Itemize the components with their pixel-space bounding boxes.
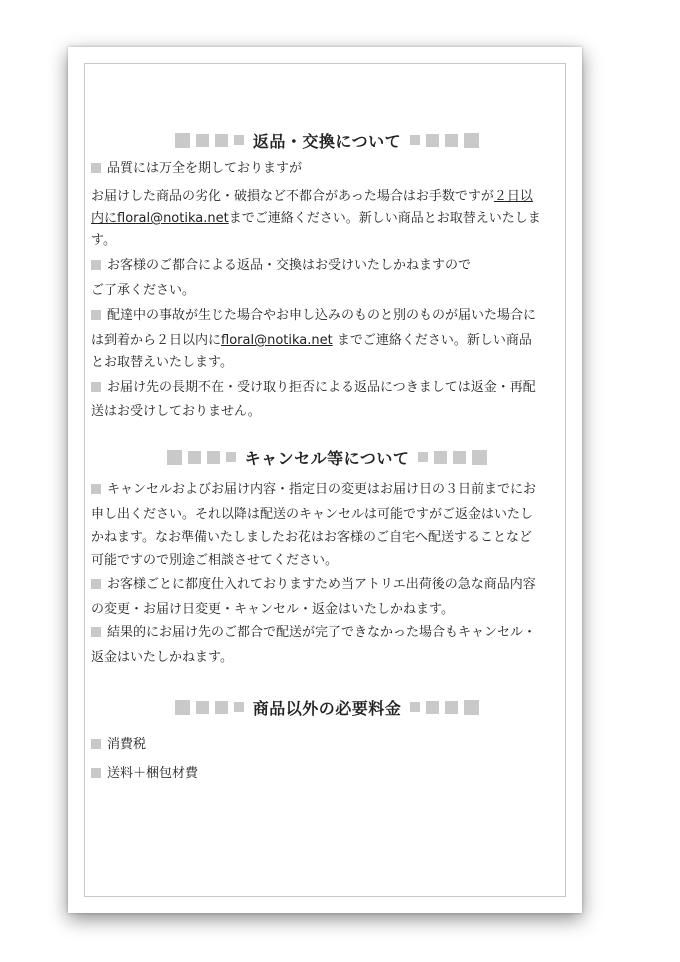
- section-heading-fees: [91, 696, 563, 718]
- bullet-square-icon: [91, 484, 101, 494]
- bullet-square-icon: [91, 310, 101, 320]
- paragraph-text: 品質には万全を期しておりますが: [107, 161, 303, 176]
- paragraph-line: [91, 574, 567, 596]
- paragraph-text: お届けした商品の劣化・破損など不都合があった場合はお手数ですが: [91, 189, 494, 204]
- heading-decoration: [426, 701, 439, 714]
- bullet-square-icon: [91, 260, 101, 270]
- bullet-square-icon: [91, 768, 101, 778]
- paragraph-text: までご連絡ください。新しい商品とお取替えいたしま: [228, 211, 541, 226]
- paragraph-line: [91, 622, 567, 644]
- paragraph-line: [91, 330, 567, 352]
- heading-decoration: [472, 450, 487, 465]
- paragraph-line: す。: [91, 233, 116, 248]
- paragraph-line: [91, 255, 567, 277]
- heading-decoration: [207, 451, 220, 464]
- paragraph-line: ご了承ください。: [91, 283, 196, 298]
- heading-decoration: [410, 702, 420, 712]
- section-title: 商品以外の必要料金: [252, 698, 402, 718]
- paragraph-line: [91, 377, 567, 399]
- heading-decoration: [410, 135, 420, 145]
- paragraph-line: 返金はいたしかねます。: [91, 650, 233, 665]
- paragraph-text: キャンセルおよびお届け内容・指定日の変更はお届け日の３日前までにお: [107, 482, 537, 497]
- email-link[interactable]: floral@notika.net: [221, 333, 333, 348]
- paragraph-line: かねます。なお準備いたしましたお花はお客様のご自宅へ配送することなど: [91, 530, 532, 545]
- paragraph-text: 結果的にお届け先のご都合で配送が完了できなかった場合もキャンセル・: [107, 625, 537, 640]
- page-sheet: [68, 47, 582, 913]
- section-title: キャンセル等について: [244, 448, 410, 468]
- underlined-text: ２日以: [493, 189, 533, 204]
- heading-decoration: [234, 135, 244, 145]
- heading-decoration: [418, 452, 428, 462]
- fee-item-text: 消費税: [107, 737, 147, 752]
- paragraph-text: は到着から２日以内に: [91, 333, 222, 348]
- section-title: 返品・交換について: [252, 131, 402, 151]
- bullet-square-icon: [91, 382, 101, 392]
- heading-decoration: [196, 701, 209, 714]
- heading-decoration: [215, 134, 228, 147]
- paragraph-line: [91, 186, 567, 208]
- heading-decoration: [464, 700, 479, 715]
- bullet-square-icon: [91, 627, 101, 637]
- heading-decoration: [175, 133, 190, 148]
- paragraph-text: お届け先の長期不在・受け取り拒否による返品につきましては返金・再配: [107, 380, 536, 395]
- paragraph-line: 可能ですので別途ご相談させてください。: [91, 553, 339, 568]
- fee-item-text: 送料＋梱包材費: [107, 766, 199, 781]
- heading-decoration: [464, 133, 479, 148]
- heading-decoration: [234, 702, 244, 712]
- bullet-square-icon: [91, 163, 101, 173]
- heading-decoration: [434, 451, 447, 464]
- heading-decoration: [167, 450, 182, 465]
- heading-decoration: [196, 134, 209, 147]
- paragraph-line: とお取替えいたします。: [91, 355, 233, 370]
- heading-decoration: [453, 451, 466, 464]
- paragraph-text: までご連絡ください。新しい商品: [332, 333, 532, 348]
- list-item: [91, 734, 567, 756]
- paragraph-line: [91, 158, 567, 180]
- paragraph-text: 配達中の事故が生じた場合やお申し込みのものと別のものが届いた場合に: [107, 308, 537, 323]
- bullet-square-icon: [91, 579, 101, 589]
- heading-decoration: [445, 701, 458, 714]
- paragraph-line: [91, 479, 567, 501]
- paragraph-line: [91, 208, 567, 230]
- paragraph-line: 送はお受けしておりません。: [91, 404, 261, 419]
- heading-decoration: [445, 134, 458, 147]
- list-item: [91, 763, 567, 785]
- paragraph-text: お客様ごとに都度仕入れておりますため当アトリエ出荷後の急な商品内容: [107, 577, 536, 592]
- paragraph-line: 申し出ください。それ以降は配送のキャンセルは可能ですがご返金はいたし: [91, 507, 534, 522]
- paragraph-line: [91, 305, 567, 327]
- paragraph-line: の変更・お届け日変更・キャンセル・返金はいたしかねます。: [91, 602, 454, 617]
- paragraph-text: お客様のご都合による返品・交換はお受けいたしかねますので: [107, 258, 472, 273]
- heading-decoration: [226, 452, 236, 462]
- email-link[interactable]: 内にfloral@notika.net: [91, 211, 229, 226]
- bullet-square-icon: [91, 739, 101, 749]
- section-heading-returns: [91, 129, 563, 151]
- heading-decoration: [426, 134, 439, 147]
- heading-decoration: [188, 451, 201, 464]
- heading-decoration: [175, 700, 190, 715]
- heading-decoration: [215, 701, 228, 714]
- content-frame: [84, 63, 566, 897]
- section-heading-cancel: [91, 446, 563, 468]
